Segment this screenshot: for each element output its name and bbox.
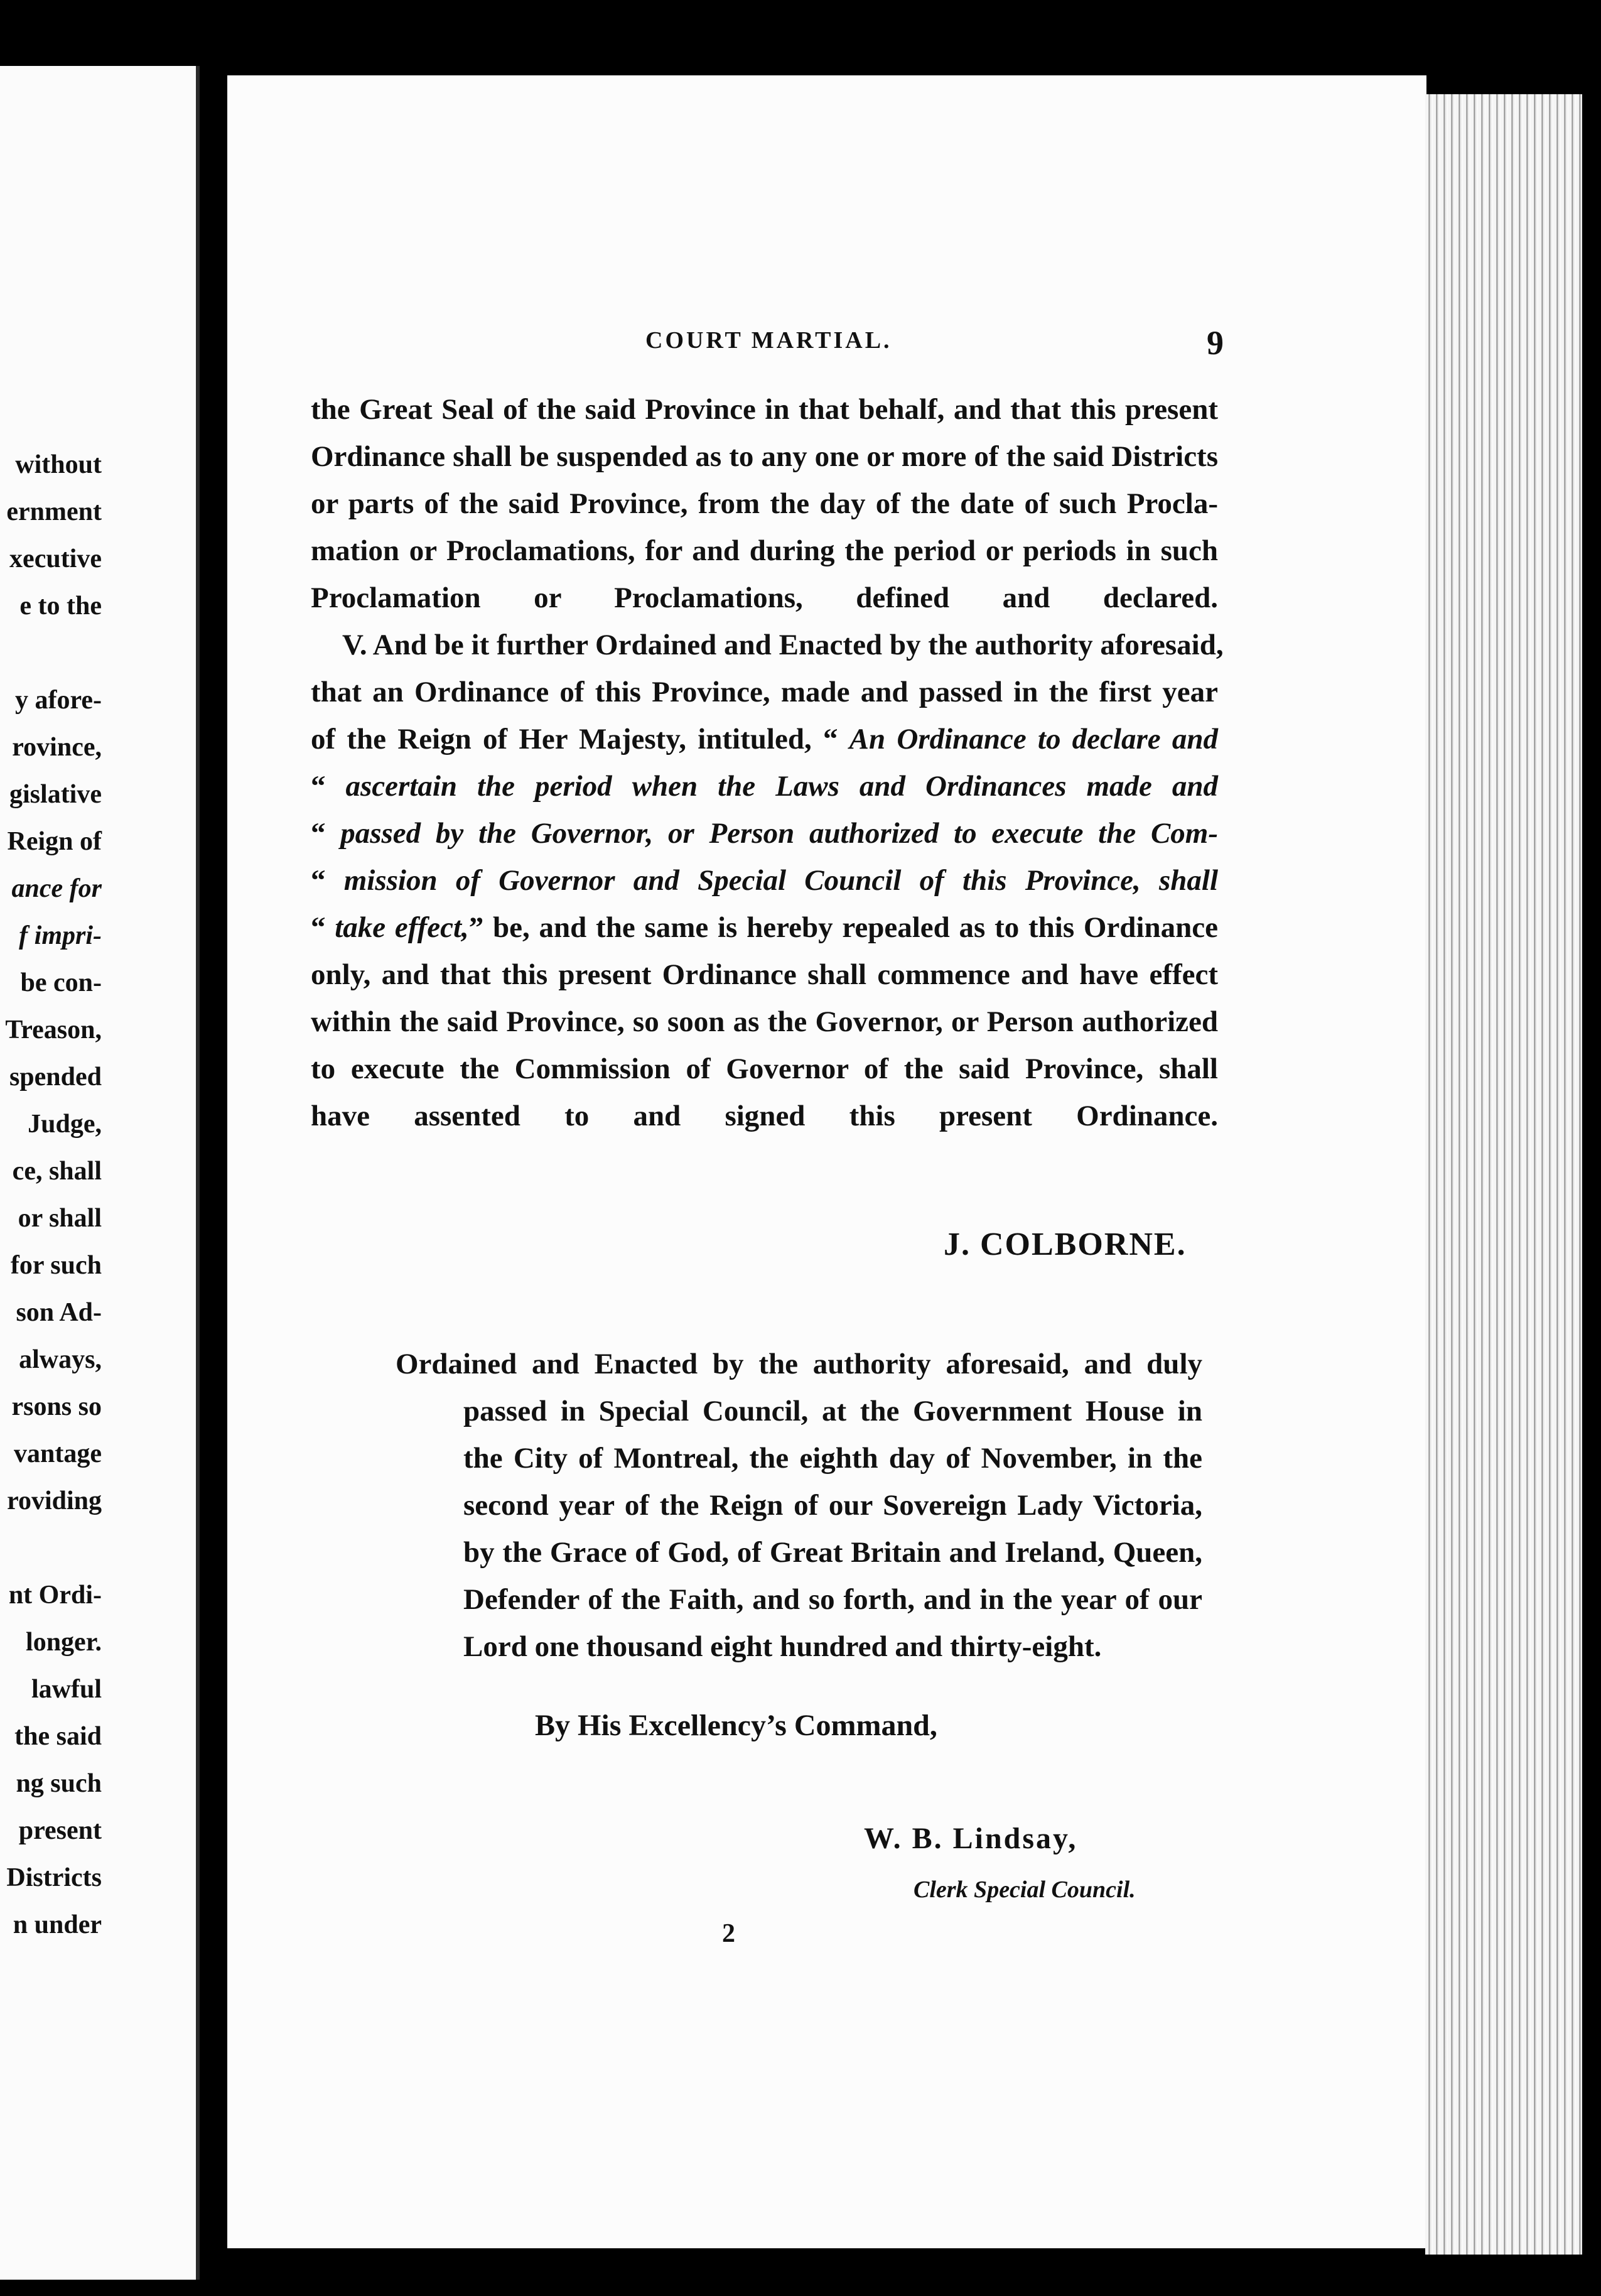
left-page-line: son Ad- [16, 1298, 102, 1327]
left-page-line: Treason, [5, 1015, 102, 1044]
text-line: V. And be it further Ordained and Enacted by the authority aforesaid, [342, 629, 1224, 661]
page-edges [1425, 94, 1582, 2255]
left-page-line: gislative [9, 780, 102, 809]
text-line: mation or Proclamations, for and during the period or periods in such [311, 534, 1218, 567]
left-page-line: ance for [11, 874, 102, 903]
left-page-line: lawful [31, 1675, 102, 1704]
left-page-line: rovince, [12, 733, 102, 762]
text-line: that an Ordinance of this Province, made and passed in the first year [311, 676, 1218, 708]
text-line: only, and that this present Ordinance shall commence and have effect [311, 958, 1218, 991]
left-page-line: ce, shall [12, 1157, 102, 1186]
left-page-line: always, [19, 1345, 102, 1374]
enactment-clause [396, 1341, 1202, 1671]
left-page-line: roviding [7, 1486, 102, 1515]
text-line: Defender of the Faith, and so forth, and in the year of our [463, 1583, 1202, 1616]
page-number: 9 [1207, 324, 1224, 362]
text-line [311, 763, 1218, 810]
left-page-line: vantage [14, 1439, 102, 1468]
signature-title: Clerk Special Council. [914, 1876, 1136, 1903]
text-line: by the Grace of God, of Great Britain and Ireland, Queen, [463, 1536, 1202, 1569]
signature-lindsay: W. B. Lindsay, [864, 1822, 1078, 1855]
left-page-line [0, 1525, 102, 1572]
text-line: Proclamation or Proclamations, defined and declared. [311, 582, 1218, 614]
quote-mark: “ [311, 817, 341, 850]
text-line: second year of the Reign of our Sovereign Lady Victoria, [463, 1489, 1202, 1522]
text-line: the City of Montreal, the eighth day of November, in the [463, 1442, 1202, 1475]
italic-title: passed by the Governor, or Person authorized to execute the Com- [340, 817, 1218, 850]
left-page-line: rsons so [11, 1392, 102, 1421]
left-page-line: spended [9, 1063, 102, 1091]
signature-colborne: J. COLBORNE. [944, 1227, 1187, 1262]
text-line [311, 857, 1218, 904]
left-page-line: longer. [26, 1628, 102, 1657]
body-text [311, 386, 1224, 1140]
text-line [311, 716, 1218, 763]
signature-mark: 2 [722, 1919, 735, 1948]
quote-mark: “ [311, 770, 346, 803]
left-page-line: nt Ordi- [8, 1581, 102, 1610]
command-line: By His Excellency’s Command, [535, 1709, 937, 1742]
italic-title: An Ordinance to declare and [849, 723, 1218, 755]
text-line [311, 904, 1218, 951]
left-page-line: xecutive [9, 544, 102, 573]
quote-mark: “ [311, 911, 335, 944]
text-line: Lord one thousand eight hundred and thirty-eight. [463, 1630, 1102, 1663]
running-head: COURT MARTIAL. [645, 327, 892, 354]
text-line: passed in Special Council, at the Government House in [463, 1395, 1202, 1427]
left-page-line: Reign of [7, 827, 102, 856]
text-run: ” be, and the same is hereby repealed as to this Ordinance [468, 911, 1218, 944]
text-line: to execute the Commission of Governor of the said Province, shall [311, 1053, 1218, 1085]
text-line: the Great Seal of the said Province in that behalf, and that this present [311, 393, 1218, 426]
left-page-line: y afore- [15, 686, 102, 715]
text-line [311, 810, 1218, 857]
italic-title: ascertain the period when the Laws and Ordinances made and [345, 770, 1219, 803]
left-page-line: e to the [19, 592, 102, 620]
left-page-text [0, 441, 102, 1949]
text-line: or parts of the said Province, from the day of the date of such Procla- [311, 487, 1218, 520]
text-run: of the Reign of Her Majesty, intituled, “ [311, 723, 849, 755]
italic-title: take effect, [335, 911, 469, 944]
quote-mark: “ [311, 864, 344, 897]
left-page-line: f impri- [19, 921, 102, 950]
left-page-line: Judge, [28, 1110, 102, 1139]
left-page-line: be con- [20, 968, 102, 997]
left-page-line: the said [14, 1722, 102, 1751]
left-page-line: present [18, 1816, 102, 1845]
left-page-line: for such [10, 1251, 102, 1280]
left-page-line: ernment [6, 497, 102, 526]
left-page-line [0, 630, 102, 677]
left-page-fragment [0, 66, 200, 2280]
left-page-line: ng such [16, 1769, 102, 1798]
text-line: have assented to and signed this present Ordinance. [311, 1100, 1218, 1132]
left-page-line: without [15, 450, 102, 479]
left-page-line: Districts [6, 1863, 102, 1892]
left-page-line: or shall [18, 1204, 102, 1233]
text-line: Ordinance shall be suspended as to any one or more of the said Districts [311, 440, 1218, 473]
left-page-line: n under [13, 1910, 102, 1939]
italic-title: mission of Governor and Special Council of this Province, shall [343, 864, 1218, 897]
text-line: within the said Province, so soon as the Governor, or Person authorized [311, 1005, 1218, 1038]
text-line: Ordained and Enacted by the authority aforesaid, and duly [396, 1348, 1202, 1380]
